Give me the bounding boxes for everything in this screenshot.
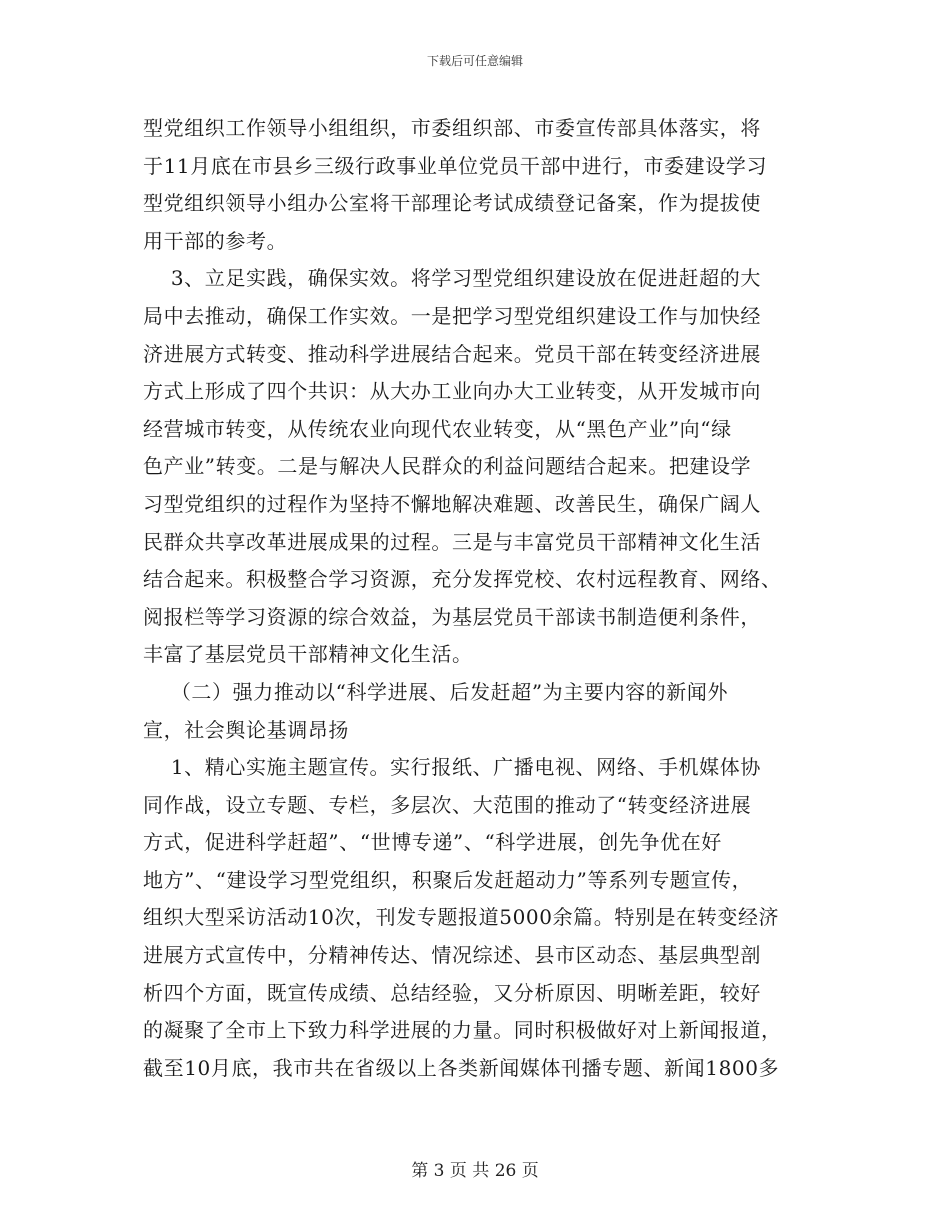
body-line: 型党组织领导小组办公室将干部理论考试成绩登记备案，作为提拔使 bbox=[143, 191, 761, 216]
body-line: 方式上形成了四个共识：从大办工业向办大工业转变，从开发城市向 bbox=[143, 379, 761, 404]
body-line: 同作战，设立专题、专栏，多层次、大范围的推动了“转变经济进展 bbox=[143, 792, 752, 817]
body-line: 济进展方式转变、推动科学进展结合起来。党员干部在转变经济进展 bbox=[143, 341, 761, 366]
body-line: 习型党组织的过程作为坚持不懈地解决难题、改善民生，确保广阔人 bbox=[143, 491, 761, 516]
document-body bbox=[143, 110, 813, 1087]
page-footer: 第 3 页 共 26 页 bbox=[411, 1161, 539, 1181]
body-line: 3、立足实践，确保实效。将学习型党组织建设放在促进赶超的大 bbox=[143, 266, 761, 291]
body-line: 民群众共享改革进展成果的过程。三是与丰富党员干部精神文化生活 bbox=[143, 529, 761, 554]
body-line: 方式，促进科学赶超”、“世博专递”、“科学进展，创先争优在好 bbox=[143, 830, 722, 855]
body-line: 阅报栏等学习资源的综合效益，为基层党员干部读书制造便利条件， bbox=[143, 604, 761, 629]
body-line: 色产业”转变。二是与解决人民群众的利益问题结合起来。把建设学 bbox=[143, 454, 752, 479]
body-line: 组织大型采访活动10次，刊发专题报道5000余篇。特别是在转变经济 bbox=[143, 905, 780, 930]
body-line: 地方”、“建设学习型党组织，积聚后发赶超动力”等系列专题宣传， bbox=[143, 867, 753, 892]
body-line: 经营城市转变，从传统农业向现代农业转变，从“黑色产业”向“绿 bbox=[143, 416, 732, 441]
body-line: 丰富了基层党员干部精神文化生活。 bbox=[143, 642, 473, 667]
body-line: 宣，社会舆论基调昂扬 bbox=[143, 717, 349, 742]
body-line: 型党组织工作领导小组组织，市委组织部、市委宣传部具体落实，将 bbox=[143, 116, 761, 140]
body-line: 结合起来。积极整合学习资源，充分发挥党校、农村远程教育、网络、 bbox=[143, 567, 782, 592]
body-line: 用干部的参考。 bbox=[143, 228, 288, 253]
body-line: 截至10月底，我市共在省级以上各类新闻媒体刊播专题、新闻1800多 bbox=[143, 1055, 780, 1080]
body-line: （二）强力推动以“科学进展、后发赶超”为主要内容的新闻外 bbox=[143, 679, 729, 704]
body-line: 1、精心实施主题宣传。实行报纸、广播电视、网络、手机媒体协 bbox=[143, 755, 761, 780]
body-line: 于11月底在市县乡三级行政事业单位党员干部中进行，市委建设学习 bbox=[143, 153, 768, 178]
body-line: 局中去推动，确保工作实效。一是把学习型党组织建设工作与加快经 bbox=[143, 303, 761, 328]
body-line: 析四个方面，既宣传成绩、总结经验，又分析原因、明晰差距，较好 bbox=[143, 980, 761, 1005]
page-header: 下载后可任意编辑 bbox=[426, 54, 523, 68]
body-line: 的凝聚了全市上下致力科学进展的力量。同时积极做好对上新闻报道， bbox=[143, 1018, 782, 1043]
body-line: 进展方式宣传中，分精神传达、情况综述、县市区动态、基层典型剖 bbox=[143, 943, 761, 968]
